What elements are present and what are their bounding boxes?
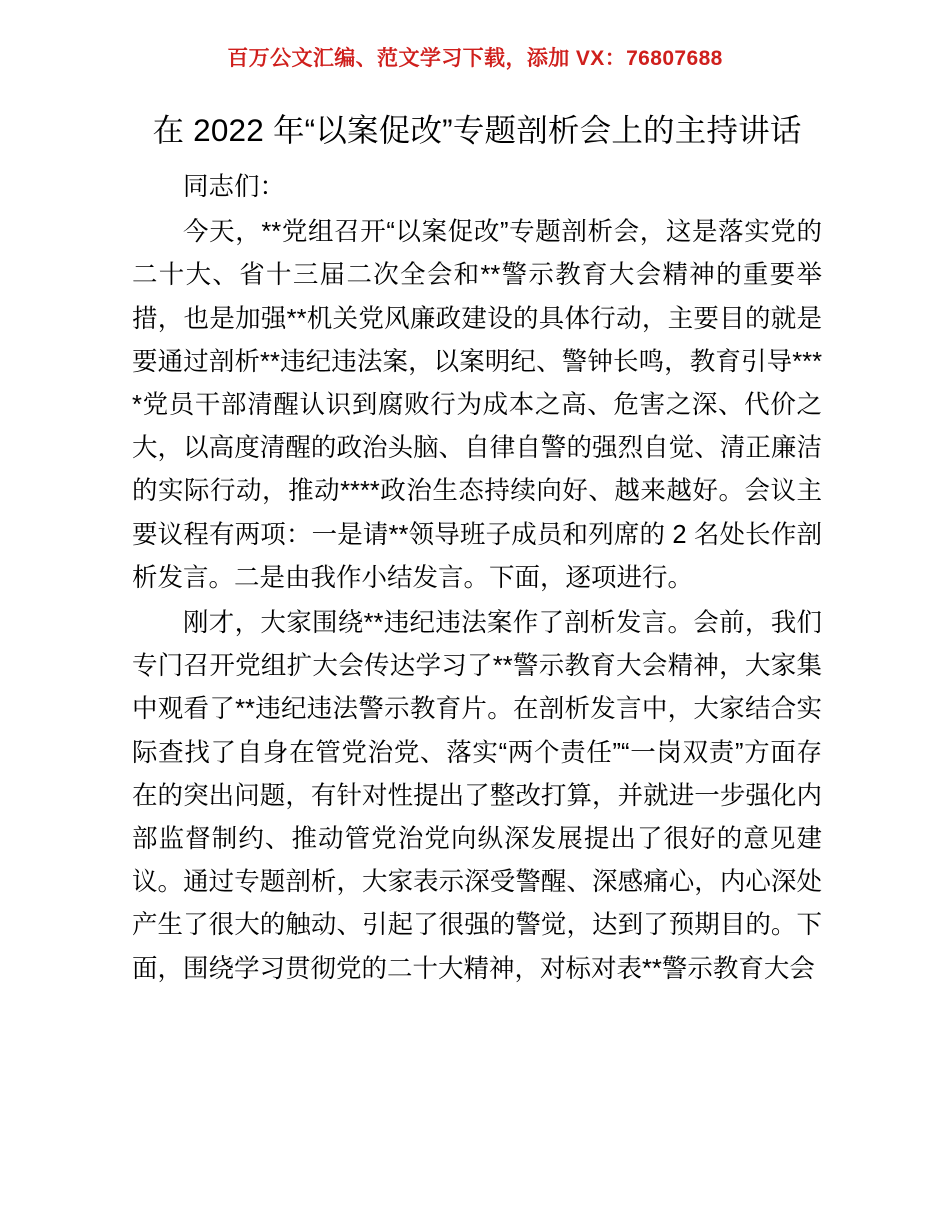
paragraph-body-2: 刚才，大家围绕**违纪违法案作了剖析发言。会前，我们专门召开党组扩大会传达学习了**警示教育大会精神，大家集中观看了**违纪违法警示教育片。在剖析发言中，大家结合实际查找了自身在管党治党、落实“两个责任”“一岗双责”方面存在的突出问题，有针对性提出了整改打算，并就进一步强化内部监督制约、推动管党治党向纵深发展提出了很好的意见建议。通过专题剖析，大家表示深受警醒、深感痛心，内心深处产生了很大的触动、引起了很强的警觉，达到了预期目的。下面，围绕学习贯彻党的二十大精神，对标对表**警示教育大会 [132, 609, 822, 983]
document-body [132, 106, 822, 991]
paragraph-salutation: 同志们： [183, 173, 286, 201]
paragraph-body-1: 今天，**党组召开“以案促改”专题剖析会，这是落实党的二十大、省十三届二次全会和**警示教育大会精神的重要举措，也是加强**机关党风廉政建设的具体行动，主要目的就是要通过剖析**违纪违法案，以案明纪、警钟长鸣，教育引导****党员干部清醒认识到腐败行为成本之高、危害之深、代价之大，以高度清醒的政治头脑、自律自警的强烈自觉、清正廉洁的实际行动，推动****政治生态持续向好、越来越好。会议主要议程有两项：一是请**领导班子成员和列席的 2 名处长作剖析发言。二是由我作小结发言。下面，逐项进行。 [132, 218, 822, 592]
promo-header-banner: 百万公文汇编、范文学习下载，添加 VX：76807688 [227, 47, 723, 70]
document-title: 在 2022 年“以案促改”专题剖析会上的主持讲话 [152, 112, 802, 148]
